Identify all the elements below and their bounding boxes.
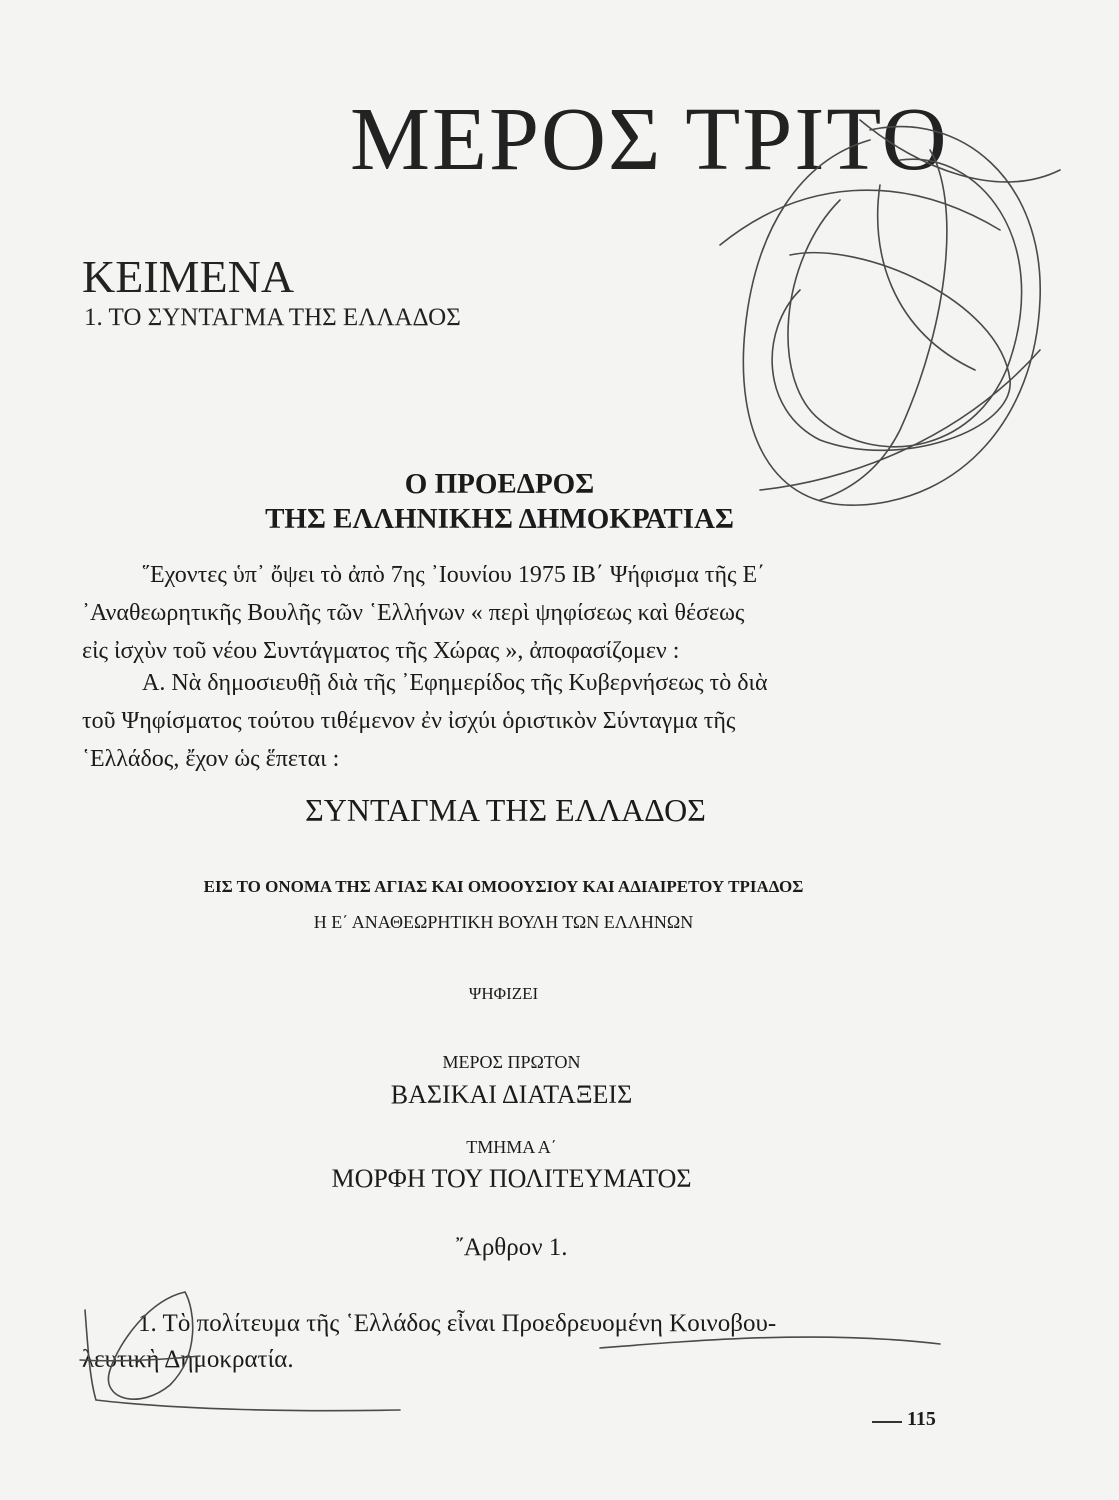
- decree-heading-line2: ΤΗΣ ΕΛΛΗΝΙΚΗΣ ΔΗΜΟΚΡΑΤΙΑΣ: [265, 503, 734, 535]
- chapter-title: ΜΟΡΦΗ ΤΟΥ ΠΟΛΙΤΕΥΜΑΤΟΣ: [331, 1164, 692, 1193]
- paragraph-line: ᾽Αναθεωρητικῆς Βουλῆς τῶν ῾Ελλήνων « περὶ ψηφίσεως καὶ θέσεως: [82, 600, 745, 626]
- scribble-loop: [788, 159, 1022, 447]
- decree-paragraph-2: [82, 664, 942, 778]
- page-number-dash: [872, 1421, 902, 1423]
- section-subtitle: 1. ΤΟ ΣΥΝΤΑΓΜΑ ΤΗΣ ΕΛΛΑΔΟΣ: [84, 304, 461, 331]
- decree-heading-line1: Ο ΠΡΟΕΔΡΟΣ: [404, 468, 595, 500]
- invocation: ΕΙΣ ΤΟ ΟΝΟΜΑ ΤΗΣ ΑΓΙΑΣ ΚΑΙ ΟΜΟΟΥΣΙΟΥ ΚΑΙ ΑΔΙΑΙΡΕΤΟΥ ΤΡΙΑΔΟΣ: [203, 877, 804, 896]
- part-one-title: ΒΑΣΙΚΑΙ ΔΙΑΤΑΞΕΙΣ: [390, 1080, 633, 1109]
- scribble-loop: [772, 253, 1010, 451]
- article-heading: ῎Αρθρον 1.: [455, 1234, 568, 1261]
- scribble-stroke: [720, 190, 1000, 245]
- paragraph-line: τοῦ Ψηφίσματος τούτου τιθέμενον ἐν ἰσχύι ὁριστικὸν Σύνταγμα τῆς: [82, 708, 736, 734]
- part-one-heading: ΜΕΡΟΣ ΠΡΩΤΟΝ: [442, 1052, 581, 1072]
- article-text-line1: 1. Τὸ πολίτευμα τῆς ῾Ελλάδος εἶναι Προεδρευομένη Κοινοβου-: [138, 1310, 777, 1337]
- votes-line: ΨΗΦΙΖΕΙ: [468, 984, 539, 1003]
- constitution-title: ΣΥΝΤΑΓΜΑ ΤΗΣ ΕΛΛΑΔΟΣ: [305, 792, 706, 828]
- paragraph-line: εἰς ἰσχὺν τοῦ νέου Συντάγματος τῆς Χώρας », ἀποφασίζομεν :: [82, 638, 680, 664]
- part-title: ΜΕΡΟΣ ΤΡΙΤΟ: [350, 90, 949, 189]
- paragraph-line: ῾Ελλάδος, ἔχον ὡς ἕπεται :: [82, 746, 340, 772]
- chapter-heading: ΤΜΗΜΑ Α΄: [466, 1137, 557, 1157]
- assembly-line: Η Ε΄ ΑΝΑΘΕΩΡΗΤΙΚΗ ΒΟΥΛΗ ΤΩΝ ΕΛΛΗΝΩΝ: [313, 912, 694, 932]
- scribble-stroke: [878, 185, 975, 370]
- scribble-stroke: [820, 150, 947, 500]
- page-number: 115: [907, 1408, 936, 1430]
- decree-paragraph-1: [82, 556, 942, 670]
- article-text-line2: λευτικὴ Δημοκρατία.: [82, 1346, 294, 1373]
- paragraph-line: Α. Νὰ δημοσιευθῇ διὰ τῆς ᾽Εφημερίδος τῆς Κυβερνήσεως τὸ διὰ: [142, 670, 768, 696]
- section-title: ΚΕΙΜΕΝΑ: [82, 251, 295, 302]
- underline-stroke: [600, 1337, 940, 1348]
- paragraph-line: ῞Εχοντες ὑπ᾽ ὄψει τὸ ἀπὸ 7ης ᾽Ιουνίου 1975 ΙΒ΄ Ψήφισμα τῆς Ε΄: [142, 562, 766, 588]
